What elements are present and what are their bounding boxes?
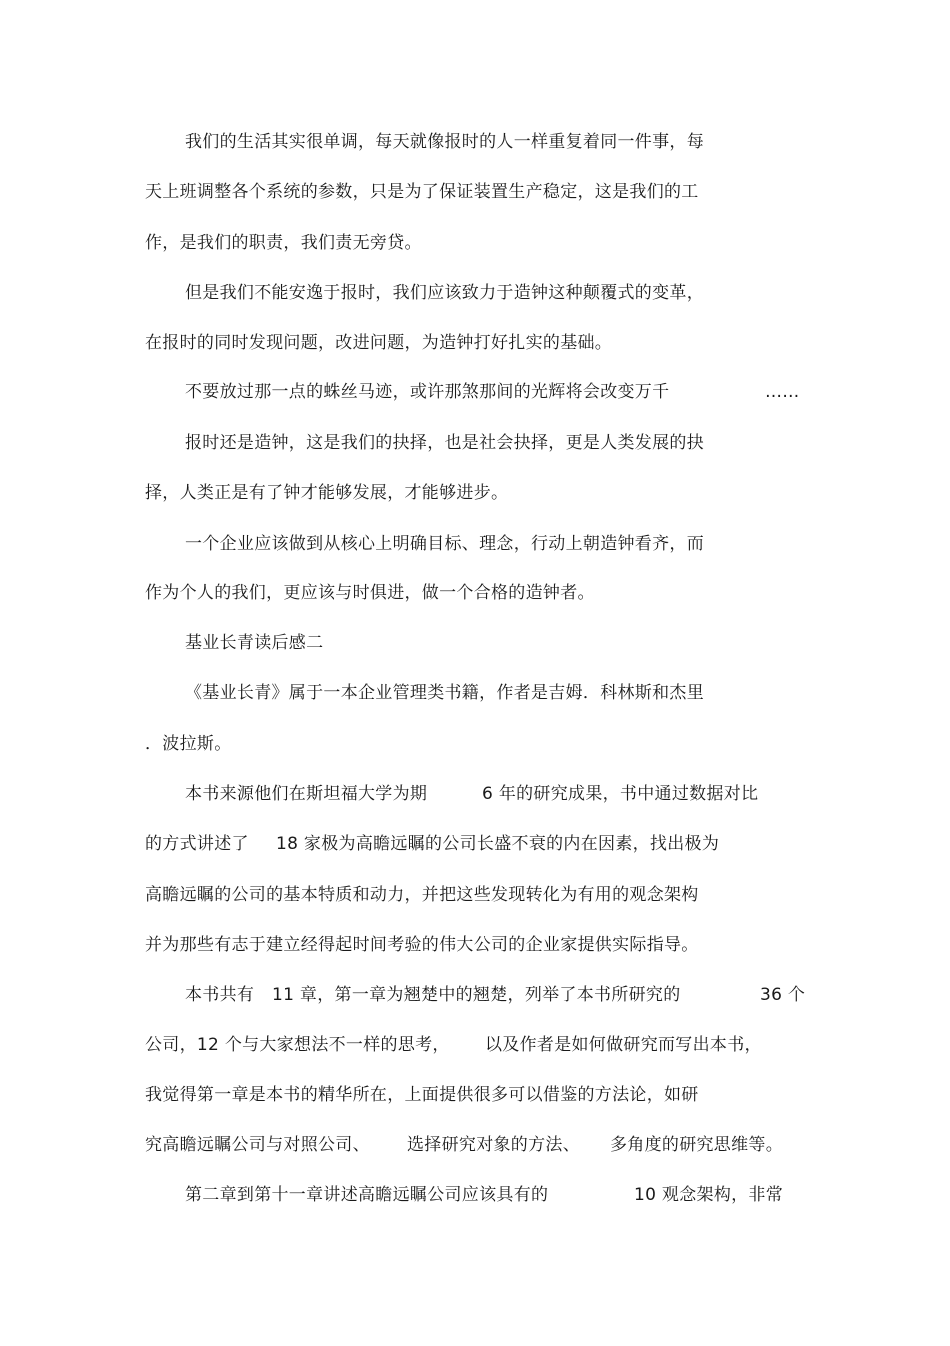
text-line: 并为那些有志于建立经得起时间考验的伟大公司的企业家提供实际指导。	[145, 935, 699, 955]
text-line: 我们的生活其实很单调，每天就像报时的人一样重复着同一件事，每	[185, 132, 704, 152]
text-segment: 公司，12 个与大家想法不一样的思考，	[145, 1035, 450, 1055]
text-segment: 36 个	[760, 985, 806, 1005]
text-line: 天上班调整各个系统的参数，只是为了保证装置生产稳定，这是我们的工	[145, 182, 699, 202]
text-segment: 选择研究对象的方法、	[407, 1135, 580, 1155]
text-line: 报时还是造钟，这是我们的抉择，也是社会抉择，更是人类发展的抉	[185, 433, 704, 453]
text-line: 在报时的同时发现问题，改进问题，为造钟打好扎实的基础。	[145, 333, 613, 353]
ellipsis-text: ……	[765, 382, 800, 402]
text-segment: 本书共有	[185, 985, 255, 1005]
text-line: 不要放过那一点的蛛丝马迹，或许那煞那间的光辉将会改变万千	[185, 382, 670, 402]
text-line: 择，人类正是有了钟才能够发展，才能够进步。	[145, 483, 509, 503]
text-segment: 究高瞻远瞩公司与对照公司、	[145, 1135, 370, 1155]
text-line: 一个企业应该做到从核心上明确目标、理念，行动上朝造钟看齐，而	[185, 534, 704, 554]
text-line: 我觉得第一章是本书的精华所在，上面提供很多可以借鉴的方法论，如研	[145, 1085, 699, 1105]
text-segment: 10 观念架构，非常	[634, 1185, 784, 1205]
text-segment: 多角度的研究思维等。	[610, 1135, 783, 1155]
text-line: 作为个人的我们，更应该与时俱进，做一个合格的造钟者。	[145, 583, 595, 603]
text-line: ．波拉斯。	[145, 734, 232, 754]
text-segment: 的方式讲述了	[145, 834, 249, 854]
text-segment: 11 章，第一章为翘楚中的翘楚，列举了本书所研究的	[272, 985, 681, 1005]
text-segment: 第二章到第十一章讲述高瞻远瞩公司应该具有的	[185, 1185, 549, 1205]
text-segment: 本书来源他们在斯坦福大学为期	[185, 784, 428, 804]
text-segment: 6 年的研究成果，书中通过数据对比	[482, 784, 759, 804]
text-line: 作，是我们的职责，我们责无旁贷。	[145, 233, 422, 253]
text-segment: 18 家极为高瞻远瞩的公司长盛不衰的内在因素，找出极为	[276, 834, 720, 854]
text-line: 高瞻远瞩的公司的基本特质和动力，并把这些发现转化为有用的观念架构	[145, 885, 699, 905]
section-heading: 基业长青读后感二	[185, 633, 324, 653]
text-line: 《基业长青》属于一本企业管理类书籍，作者是吉姆．科林斯和杰里	[185, 683, 704, 703]
text-segment: 以及作者是如何做研究而写出本书，	[485, 1035, 762, 1055]
text-line: 但是我们不能安逸于报时，我们应该致力于造钟这种颠覆式的变革，	[185, 283, 704, 303]
